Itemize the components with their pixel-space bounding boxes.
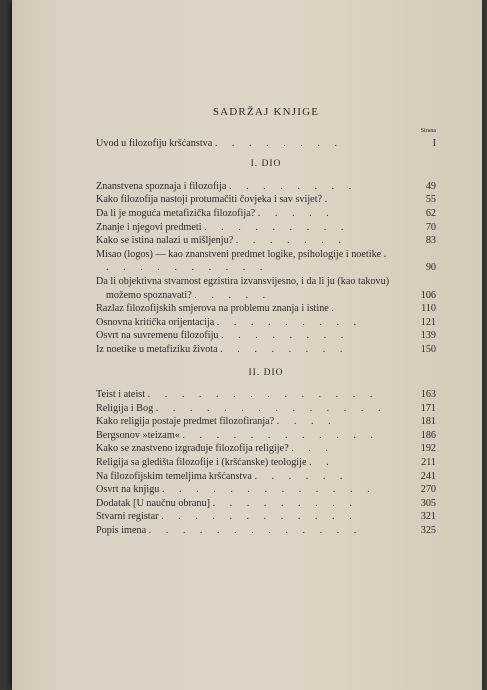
toc-page-number: 241 xyxy=(420,470,436,482)
toc-entry-text: Religija sa gledišta filozofije i (kršćanske) teologije xyxy=(96,457,307,469)
page-title: SADRŽAJ KNJIGE xyxy=(212,106,320,118)
toc-entry-text: Osnovna kritička orijentacija xyxy=(96,316,215,328)
toc-entry xyxy=(96,456,436,470)
toc-page-number: 150 xyxy=(420,343,436,355)
toc-entry xyxy=(96,497,436,511)
toc-leader-dots: . . . xyxy=(291,443,334,455)
toc-entry xyxy=(96,429,436,443)
toc-page-number: I xyxy=(432,137,436,149)
page-column-header: Strana xyxy=(420,127,436,134)
toc-entry xyxy=(96,193,436,207)
toc-page-number: 186 xyxy=(420,429,436,441)
toc-leader-dots: . . . . . . . xyxy=(235,235,347,247)
toc-leader-dots: . . xyxy=(309,457,335,469)
toc-entry xyxy=(96,234,436,248)
toc-entry xyxy=(96,510,436,524)
toc-leader-dots: . . . . . . xyxy=(254,470,349,482)
toc-leader-dots: . . . . . . . . . xyxy=(204,221,350,233)
toc-leader-dots: . xyxy=(324,194,334,206)
toc-entry xyxy=(96,221,436,235)
toc-entry xyxy=(96,248,436,275)
toc-leader-dots: . . . . . . . . xyxy=(214,137,344,149)
toc-entry-text: Kako filozofija nastoji protumačiti čovjeka i sav svijet? xyxy=(96,194,323,206)
part1-list xyxy=(96,180,436,357)
toc-leader-dots: . . . . . xyxy=(194,289,272,301)
toc-page-number: 163 xyxy=(420,389,436,401)
toc-leader-dots: . . . . . . . . . . . . xyxy=(161,511,358,523)
toc-entry-text: Osvrt na suvremenu filozofiju xyxy=(96,330,219,342)
toc-entry xyxy=(96,316,436,330)
toc-entry-text: Bergsonov »teizam« xyxy=(96,429,180,441)
toc-entry xyxy=(96,180,436,194)
toc-leader-dots: . . . . . . . . . xyxy=(212,497,358,509)
toc-page-number: 321 xyxy=(420,511,436,523)
part2-list xyxy=(96,388,436,538)
toc-entry-text: Teist i ateist xyxy=(96,389,146,401)
toc-entry xyxy=(96,388,436,402)
toc-entry-intro xyxy=(96,137,436,151)
toc-page-number: 106 xyxy=(420,289,436,301)
toc-leader-dots: . . . . . . . . . xyxy=(216,316,363,328)
toc-entry-text: Stvarni registar xyxy=(96,511,159,523)
section-heading-part2: II. DIO xyxy=(248,367,284,378)
section-heading-part1: I. DIO xyxy=(250,159,282,170)
book-page xyxy=(12,0,482,690)
toc-page-number: 49 xyxy=(425,180,436,192)
toc-page-number: 171 xyxy=(420,402,436,414)
toc-leader-dots: . . . . . . . . . . . . . . xyxy=(147,389,379,401)
toc-leader-dots: . xyxy=(331,303,340,315)
toc-leader-dots: . . . . . xyxy=(257,207,335,219)
toc-entry-text: Na filozofijskim temeljima kršćanstva xyxy=(96,470,252,482)
toc-entry-text: Da li objektivna stvarnost egzistira izvansvijesno, i da li ju (kao takovu) možemo spoznavati? xyxy=(96,275,390,301)
toc-entry xyxy=(96,343,436,357)
toc-page-number: 70 xyxy=(425,221,436,233)
toc-entry xyxy=(96,415,436,429)
toc-page-number: 211 xyxy=(421,457,436,469)
toc-page-number: 325 xyxy=(420,525,436,537)
toc-page-number: 90 xyxy=(425,262,436,274)
toc-entry-text: Popis imena xyxy=(96,525,147,537)
toc-entry xyxy=(96,524,436,538)
toc-leader-dots: . . . . . . . . . . . . xyxy=(182,429,379,441)
toc-leader-dots: . . . . . . . . . . . . . xyxy=(161,484,376,496)
toc-entry-text: Osvrt na knjigu xyxy=(96,484,160,496)
toc-page-number: 83 xyxy=(425,235,436,247)
toc-entry xyxy=(96,329,436,343)
toc-leader-dots: . . . . . . . . . . . . . . xyxy=(155,402,387,414)
toc-entry xyxy=(96,442,436,456)
toc-entry-text: Da li je moguća metafizička filozofija? xyxy=(96,207,256,219)
toc-entry xyxy=(96,275,436,302)
toc-leader-dots: . . . . xyxy=(276,416,337,428)
toc-page-number: 181 xyxy=(420,416,436,428)
toc-page-number: 62 xyxy=(425,207,436,219)
toc-entry xyxy=(96,483,436,497)
toc-entry-text: Kako se znastveno izgrađuje filozofija religije? xyxy=(96,443,289,455)
table-of-contents xyxy=(96,96,436,538)
toc-page-number: 192 xyxy=(420,443,436,455)
toc-page-number: 270 xyxy=(420,484,436,496)
toc-entry xyxy=(96,402,436,416)
toc-page-number: 110 xyxy=(421,303,436,315)
toc-entry-text: Kako se istina nalazi u mišljenju? xyxy=(96,235,234,247)
toc-page-number: 305 xyxy=(420,497,436,509)
toc-leader-dots: . . . . . . . . xyxy=(228,180,358,192)
toc-entry-text: Znanje i njegovi predmeti xyxy=(96,221,202,233)
toc-entry xyxy=(96,302,436,316)
toc-page-number: 139 xyxy=(420,330,436,342)
toc-entry-text: Razlaz filozofijskih smjerova na problemu znanja i istine xyxy=(96,303,329,315)
toc-page-number: 55 xyxy=(425,194,436,206)
toc-entry-text: Misao (logos) — kao znanstveni predmet logike, psihologije i noetike xyxy=(96,248,382,260)
toc-entry-text: Znanstvena spoznaja i filozofija xyxy=(96,180,227,192)
toc-leader-dots: . . . . . . . . xyxy=(221,330,350,342)
toc-entry-text: Dodatak [U naučnu obranu] xyxy=(96,497,211,509)
toc-entry-text: Kako religija postaje predmet filozofiranja? xyxy=(96,416,275,428)
toc-entry xyxy=(96,470,436,484)
toc-leader-dots: . . . . . . . . . . . . . xyxy=(148,525,363,537)
toc-leader-dots: . . . . . . . . xyxy=(220,343,349,355)
toc-entry-text: Iz noetike u metafiziku života xyxy=(96,343,218,355)
toc-page-number: 121 xyxy=(420,316,436,328)
toc-entry-text: Religija i Bog xyxy=(96,402,154,414)
toc-entry-text: Uvod u filozofiju kršćanstva xyxy=(96,137,213,149)
toc-leader-dots: . . . . . . . . . . . xyxy=(106,248,393,274)
toc-entry xyxy=(96,207,436,221)
